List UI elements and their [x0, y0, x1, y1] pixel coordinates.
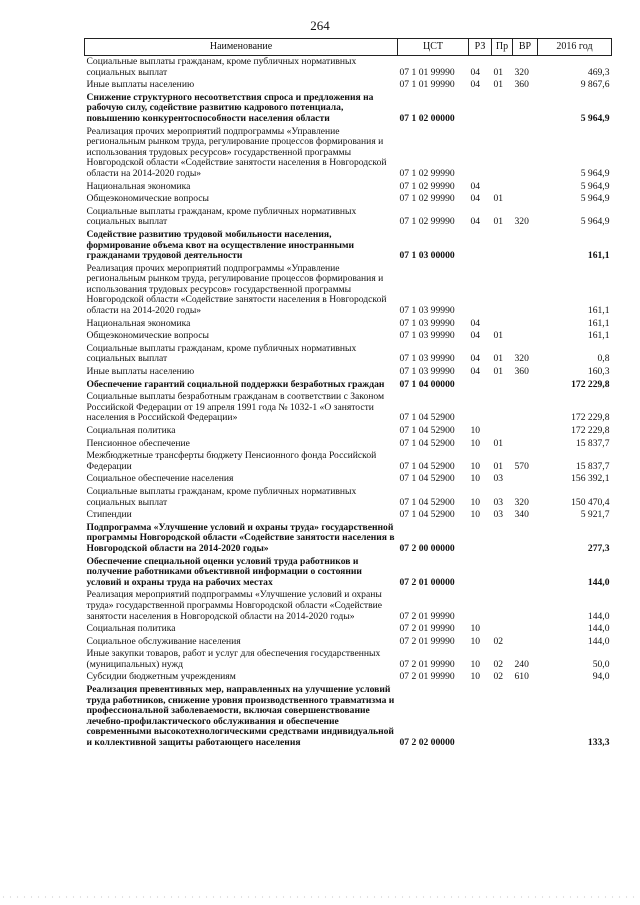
row-name: Снижение структурного несоответствия спроса и предложения на рабочую силу, содействие развитию кадрового потенциала, повышению конкурентоспособности населения области — [86, 91, 374, 124]
row-vr — [513, 425, 538, 438]
row-vr: 360 — [514, 79, 529, 91]
row-rz: 10 — [470, 437, 481, 449]
row-name: Социальная политика — [86, 623, 176, 635]
row-cst: 07 1 02 99990 — [399, 216, 455, 228]
table-row — [85, 126, 612, 181]
row-pr — [492, 229, 513, 263]
table-row — [85, 438, 612, 451]
row-name: Иные выплаты населению — [86, 366, 195, 378]
row-rz: 04 — [470, 79, 481, 91]
row-sum: 150 470,4 — [571, 496, 610, 508]
row-cst: 07 2 01 99990 — [399, 635, 455, 647]
row-vr — [513, 318, 538, 331]
row-name: Обеспечение гарантий социальной поддержки безработных граждан — [86, 378, 385, 390]
row-vr — [513, 193, 538, 206]
row-pr — [492, 126, 513, 181]
row-pr: 01 — [493, 216, 504, 228]
row-name: Общеэкономические вопросы — [86, 330, 209, 342]
row-cst: 07 1 03 00000 — [399, 250, 455, 262]
row-pr — [492, 425, 513, 438]
table-header-row — [85, 39, 612, 56]
table-row — [85, 486, 612, 509]
row-vr — [513, 684, 538, 750]
row-sum: 15 837,7 — [575, 460, 610, 472]
row-pr — [492, 379, 513, 392]
row-pr: 03 — [493, 496, 504, 508]
table-row — [85, 193, 612, 206]
table-row — [85, 473, 612, 486]
row-name: Социальная политика — [86, 425, 176, 436]
table-row — [85, 366, 612, 379]
row-sum: 277,3 — [587, 542, 610, 554]
row-vr — [513, 589, 538, 623]
table-row — [85, 623, 612, 636]
row-pr: 02 — [493, 671, 504, 683]
row-rz — [469, 229, 492, 263]
row-vr — [513, 330, 538, 343]
row-name: Социальные выплаты гражданам, кроме публичных нормативных социальных выплат — [86, 205, 357, 228]
page-number: 264 — [310, 18, 330, 33]
row-cst: 07 1 04 52900 — [399, 496, 455, 508]
row-rz: 04 — [470, 330, 481, 342]
row-sum: 161,1 — [587, 250, 610, 262]
table-row — [85, 318, 612, 331]
row-name: Иные выплаты населению — [86, 79, 195, 91]
row-cst: 07 2 01 00000 — [399, 576, 455, 588]
row-cst: 07 1 02 00000 — [399, 112, 455, 124]
row-vr — [513, 126, 538, 181]
row-vr — [513, 229, 538, 263]
row-vr — [513, 623, 538, 636]
row-rz — [469, 589, 492, 623]
table-row — [85, 206, 612, 229]
row-rz: 04 — [470, 353, 481, 365]
row-sum: 5 964,9 — [580, 216, 610, 228]
row-name: Реализация прочих мероприятий подпрограммы «Управление региональным рынком труда, регулирование процессов формирования и использования трудовых ресурсов» государственной программы Новгородской области «Содействие занятости населения в Новгородской области на 2014-2020 годы» — [86, 125, 387, 179]
row-sum: 144,0 — [587, 576, 610, 588]
row-vr — [513, 636, 538, 649]
table-row — [85, 379, 612, 392]
row-vr — [513, 438, 538, 451]
row-vr: 320 — [514, 353, 529, 365]
row-rz: 04 — [470, 366, 481, 378]
row-rz: 10 — [470, 671, 481, 683]
row-pr: 01 — [493, 66, 504, 78]
row-rz — [469, 379, 492, 392]
row-name: Национальная экономика — [86, 180, 191, 192]
row-cst: 07 2 01 99990 — [399, 610, 455, 622]
row-cst: 07 2 02 00000 — [399, 737, 455, 749]
row-rz — [469, 263, 492, 318]
row-cst: 07 1 03 99990 — [399, 317, 455, 329]
row-rz: 10 — [470, 460, 481, 472]
row-cst: 07 1 01 99990 — [399, 79, 455, 91]
scan-edge-dots — [0, 896, 640, 898]
row-cst: 07 1 02 99990 — [399, 180, 455, 192]
row-sum: 469,3 — [587, 66, 610, 78]
row-sum: 5 964,9 — [580, 167, 610, 179]
row-sum: 172 229,8 — [571, 412, 610, 424]
table-row — [85, 522, 612, 556]
row-pr: 01 — [493, 353, 504, 365]
row-rz — [469, 684, 492, 750]
table-row — [85, 330, 612, 343]
row-cst: 07 1 04 52900 — [399, 437, 455, 449]
row-vr — [513, 522, 538, 556]
row-name: Социальное обеспечение населения — [86, 473, 234, 485]
row-pr — [492, 556, 513, 590]
row-vr — [513, 263, 538, 318]
row-rz: 10 — [470, 623, 481, 635]
row-sum: 160,3 — [587, 366, 610, 378]
row-name: Подпрограмма «Улучшение условий и охраны труда» государственной программы Новгородской области «Содействие занятости населения в Новгородской области на 2014-2020 годы» — [86, 521, 395, 554]
table-row — [85, 636, 612, 649]
row-cst: 07 1 03 99990 — [399, 366, 455, 378]
row-vr — [513, 556, 538, 590]
row-vr — [513, 391, 538, 425]
row-rz: 10 — [470, 473, 481, 485]
row-pr — [492, 318, 513, 331]
row-vr: 360 — [514, 366, 529, 378]
row-name: Социальные выплаты гражданам, кроме публичных нормативных социальных выплат — [86, 56, 357, 78]
row-vr — [513, 379, 538, 392]
header-sum: 2016 год — [538, 39, 612, 56]
row-name: Социальные выплаты безработным гражданам в соответствии с Законом Российской Федерации от 19 апреля 1991 года № 1032-1 «О занятости населения в Российской Федерации» — [86, 391, 385, 424]
row-cst: 07 2 01 99990 — [399, 671, 455, 683]
row-sum: 172 229,8 — [571, 425, 610, 436]
row-name: Национальная экономика — [86, 317, 191, 329]
row-pr: 01 — [493, 460, 504, 472]
row-rz — [469, 92, 492, 126]
row-sum: 5 964,9 — [580, 193, 610, 205]
row-name: Стипендии — [86, 509, 132, 521]
row-pr — [492, 623, 513, 636]
row-pr — [492, 181, 513, 194]
row-sum: 50,0 — [592, 658, 610, 670]
row-rz: 04 — [470, 216, 481, 228]
table-row — [85, 92, 612, 126]
row-rz: 04 — [470, 317, 481, 329]
row-rz: 10 — [470, 425, 481, 436]
row-vr — [513, 92, 538, 126]
row-sum: 94,0 — [592, 671, 610, 683]
table-row — [85, 391, 612, 425]
header-cst: ЦСТ — [398, 39, 469, 56]
row-name: Социальные выплаты гражданам, кроме публичных нормативных социальных выплат — [86, 485, 357, 508]
row-rz: 10 — [470, 496, 481, 508]
row-cst: 07 1 04 52900 — [399, 412, 455, 424]
row-cst: 07 1 01 99990 — [399, 66, 455, 78]
row-name: Общеэкономические вопросы — [86, 193, 209, 205]
table-row — [85, 684, 612, 750]
row-cst: 07 1 04 52900 — [399, 473, 455, 485]
table-row — [85, 263, 612, 318]
table-row — [85, 450, 612, 473]
row-pr: 01 — [493, 193, 504, 205]
row-vr: 610 — [514, 671, 529, 683]
row-pr: 03 — [493, 473, 504, 485]
row-vr: 340 — [514, 509, 529, 521]
row-rz — [469, 126, 492, 181]
row-cst: 07 1 03 99990 — [399, 353, 455, 365]
row-rz: 10 — [470, 509, 481, 521]
row-cst: 07 1 04 00000 — [399, 378, 455, 390]
row-cst: 07 1 04 52900 — [399, 460, 455, 472]
header-pr: Пр — [492, 39, 513, 56]
table-body — [85, 56, 612, 750]
budget-table — [84, 38, 612, 750]
row-cst: 07 1 03 99990 — [399, 305, 455, 317]
row-name: Субсидии бюджетным учреждениям — [86, 671, 236, 683]
row-cst: 07 1 04 52900 — [399, 425, 455, 436]
row-cst: 07 2 01 99990 — [399, 658, 455, 670]
row-sum: 0,8 — [597, 353, 610, 365]
row-vr: 320 — [514, 66, 529, 78]
row-pr — [492, 522, 513, 556]
row-sum: 161,1 — [587, 330, 610, 342]
row-sum: 156 392,1 — [571, 473, 610, 485]
row-name: Реализация прочих мероприятий подпрограммы «Управление региональным рынком труда, регулирование процессов формирования и использования трудовых ресурсов» государственной программы Новгородской области «Содействие занятости населения в Новгородской области на 2014-2020 годы» — [86, 262, 387, 317]
row-pr: 01 — [493, 437, 504, 449]
row-cst: 07 1 02 99990 — [399, 193, 455, 205]
row-rz: 10 — [470, 658, 481, 670]
row-vr: 320 — [514, 496, 529, 508]
row-rz — [469, 556, 492, 590]
header-name: Наименование — [85, 39, 398, 56]
row-cst: 07 1 04 52900 — [399, 509, 455, 521]
row-name: Содействие развитию трудовой мобильности населения, формирование объема квот на осуществление иностранными гражданами трудовой деятельности — [86, 228, 355, 262]
row-sum: 15 837,7 — [575, 437, 610, 449]
table-row — [85, 648, 612, 671]
row-name: Пенсионное обеспечение — [86, 437, 190, 449]
row-sum: 5 964,9 — [580, 112, 610, 124]
row-rz: 04 — [470, 180, 481, 192]
row-name: Реализация мероприятий подпрограммы «Улучшение условий и охраны труда» государственной программы Новгородской области «Содействие занятости населения в Новгородской области на 2014-2020 годы» — [86, 589, 383, 622]
row-sum: 161,1 — [587, 305, 610, 317]
table-row — [85, 181, 612, 194]
header-vr: ВР — [513, 39, 538, 56]
row-vr — [513, 473, 538, 486]
row-name: Межбюджетные трансферты бюджету Пенсионного фонда Российской Федерации — [86, 450, 377, 472]
table-row — [85, 425, 612, 438]
table-row — [85, 556, 612, 590]
row-pr: 01 — [493, 366, 504, 378]
row-vr: 240 — [514, 658, 529, 670]
table-row — [85, 343, 612, 366]
row-rz: 04 — [470, 193, 481, 205]
table-row — [85, 671, 612, 684]
row-cst: 07 1 03 99990 — [399, 330, 455, 342]
row-pr — [492, 684, 513, 750]
row-sum: 161,1 — [587, 317, 610, 329]
row-sum: 5 964,9 — [580, 180, 610, 192]
row-sum: 9 867,6 — [580, 79, 610, 91]
row-sum: 172 229,8 — [571, 378, 610, 390]
row-sum: 5 921,7 — [580, 509, 610, 521]
row-pr: 02 — [493, 635, 504, 647]
row-sum: 144,0 — [587, 635, 610, 647]
row-rz: 04 — [470, 66, 481, 78]
table-row — [85, 79, 612, 92]
row-vr — [513, 181, 538, 194]
row-name: Реализация превентивных мер, направленных на улучшение условий труда работников, снижение уровня производственного травматизма и профессиональной заболеваемости, включая совершенствование лечебно-профилактического обслуживания и обеспечение современными высокотехнологическими средствами индивидуальной и коллективной защиты работающего населения — [86, 684, 395, 749]
row-name: Социальное обслуживание населения — [86, 635, 241, 647]
row-cst: 07 2 01 99990 — [399, 623, 455, 635]
table-row — [85, 229, 612, 263]
row-pr — [492, 391, 513, 425]
table-row — [85, 509, 612, 522]
row-cst: 07 2 00 00000 — [399, 542, 455, 554]
row-rz — [469, 522, 492, 556]
row-pr: 03 — [493, 509, 504, 521]
row-name: Социальные выплаты гражданам, кроме публичных нормативных социальных выплат — [86, 342, 357, 365]
row-name: Иные закупки товаров, работ и услуг для обеспечения государственных (муниципальных) нужд — [86, 648, 381, 670]
table-row — [85, 56, 612, 80]
row-pr — [492, 263, 513, 318]
row-pr: 02 — [493, 658, 504, 670]
row-sum: 133,3 — [587, 737, 610, 749]
row-vr: 320 — [514, 216, 529, 228]
row-rz — [469, 391, 492, 425]
row-name: Обеспечение специальной оценки условий труда работников и получение работниками объективной информации о состоянии условий и охраны труда на рабочих местах — [86, 555, 362, 588]
table-row — [85, 589, 612, 623]
row-sum: 144,0 — [587, 610, 610, 622]
row-pr — [492, 589, 513, 623]
row-cst: 07 1 02 99990 — [399, 167, 455, 179]
row-pr: 01 — [493, 79, 504, 91]
row-pr — [492, 92, 513, 126]
header-rz: РЗ — [469, 39, 492, 56]
row-sum: 144,0 — [587, 623, 610, 635]
row-vr: 570 — [514, 460, 529, 472]
row-pr: 01 — [493, 330, 504, 342]
row-rz: 10 — [470, 635, 481, 647]
